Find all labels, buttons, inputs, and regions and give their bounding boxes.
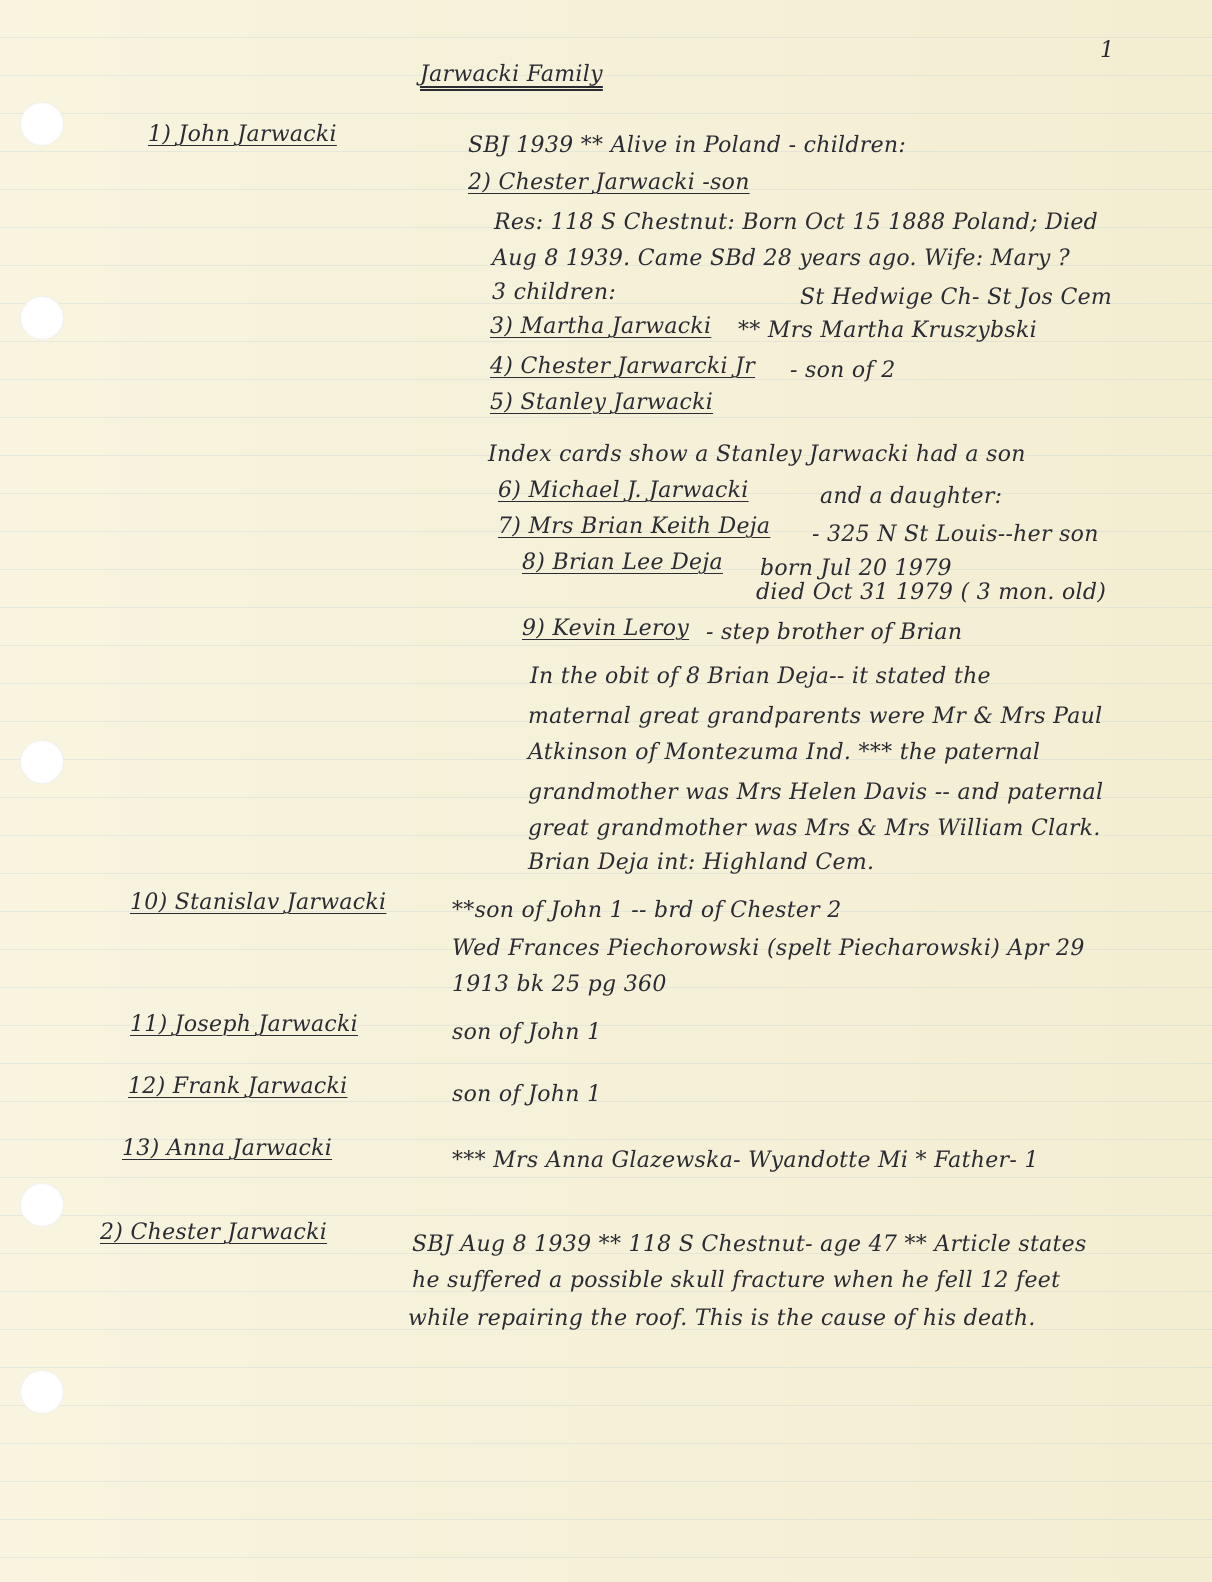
entry-label: 4) Chester Jarwarcki Jr: [490, 354, 756, 379]
entry-label: 2) Chester Jarwacki -son: [468, 170, 750, 195]
entry-text: - son of 2: [790, 358, 896, 383]
entry-text: - step brother of Brian: [706, 620, 963, 645]
entry-text: 1913 bk 25 pg 360: [452, 972, 667, 997]
binder-hole: [20, 102, 64, 146]
article-line: he suffered a possible skull fracture when he fell 12 feet: [412, 1268, 1061, 1293]
entry-text: Res: 118 S Chestnut: Born Oct 15 1888 Poland; Died: [494, 210, 1099, 235]
entry-text: Aug 8 1939. Came SBd 28 years ago. Wife: Mary ?: [492, 246, 1070, 271]
page-number: 1: [1100, 38, 1114, 63]
entry-label: 3) Martha Jarwacki: [490, 314, 712, 339]
entry-text: Wed Frances Piechorowski (spelt Piecharowski) Apr 29: [452, 936, 1085, 961]
obit-line: Brian Deja int: Highland Cem.: [528, 850, 875, 875]
entry-label: 12) Frank Jarwacki: [128, 1074, 348, 1099]
obit-line: great grandmother was Mrs & Mrs William Clark.: [528, 816, 1101, 841]
entry-label: 9) Kevin Leroy: [522, 616, 690, 641]
binder-hole: [20, 296, 64, 340]
entry-text: and a daughter:: [820, 484, 1003, 509]
entry-label: 5) Stanley Jarwacki: [490, 390, 714, 415]
entry-text: 3 children:: [492, 280, 617, 305]
article-line: while repairing the roof. This is the cause of his death.: [408, 1306, 1036, 1331]
page-title: Jarwacki Family: [420, 62, 603, 87]
entry-text: St Hedwige Ch- St Jos Cem: [800, 285, 1113, 310]
entry-label: 1) John Jarwacki: [148, 122, 337, 147]
entry-text: ** Mrs Martha Kruszybski: [738, 318, 1037, 343]
entry-label: 11) Joseph Jarwacki: [130, 1012, 358, 1037]
entry-text: son of John 1: [452, 1082, 602, 1107]
article-line: SBJ Aug 8 1939 ** 118 S Chestnut- age 47 ** Article states: [412, 1232, 1087, 1257]
entry-label: 7) Mrs Brian Keith Deja: [498, 514, 771, 539]
entry-label: 6) Michael J. Jarwacki: [498, 478, 749, 503]
entry-label: 13) Anna Jarwacki: [122, 1136, 333, 1161]
entry-label: 10) Stanislav Jarwacki: [130, 890, 387, 915]
entry-text: died Oct 31 1979 ( 3 mon. old): [756, 580, 1107, 605]
obit-line: Atkinson of Montezuma Ind. *** the paternal: [528, 740, 1041, 765]
entry-text: born Jul 20 1979: [760, 556, 952, 581]
binder-hole: [20, 1370, 64, 1414]
entry-text: - 325 N St Louis--her son: [812, 522, 1099, 547]
entry-text: Index cards show a Stanley Jarwacki had a son: [488, 442, 1026, 467]
binder-hole: [20, 1183, 64, 1227]
obit-line: maternal great grandparents were Mr & Mrs Paul: [528, 704, 1103, 729]
obit-line: In the obit of 8 Brian Deja-- it stated the: [530, 664, 991, 689]
entry-text: **son of John 1 -- brd of Chester 2: [452, 898, 842, 923]
entry-text: SBJ 1939 ** Alive in Poland - children:: [468, 133, 907, 158]
entry-label: 2) Chester Jarwacki: [100, 1220, 328, 1245]
obit-line: grandmother was Mrs Helen Davis -- and paternal: [528, 780, 1104, 805]
entry-text: *** Mrs Anna Glazewska- Wyandotte Mi * Father- 1: [452, 1148, 1039, 1173]
binder-hole: [20, 740, 64, 784]
entry-label: 8) Brian Lee Deja: [522, 550, 723, 575]
entry-text: son of John 1: [452, 1020, 602, 1045]
